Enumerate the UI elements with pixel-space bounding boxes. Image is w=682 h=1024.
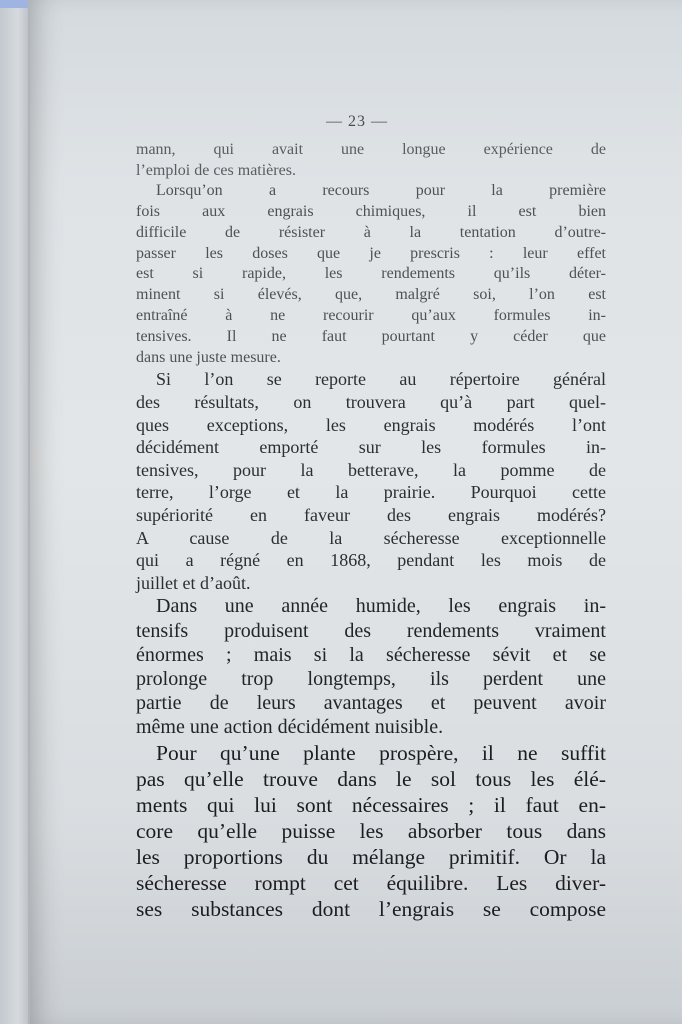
- text-line: énormes ; mais si la sécheresse sévit et se: [136, 643, 606, 666]
- text-line: minent si élevés, que, malgré soi, l’on est: [136, 286, 606, 304]
- body-text: [136, 140, 606, 922]
- text-line: pas qu’elle trouve dans le sol tous les élé-: [136, 766, 606, 791]
- paragraph-3: [136, 368, 606, 594]
- text-line: décidément emporté sur les formules in-: [136, 437, 606, 458]
- text-line: les proportions du mélange primitif. Or la: [136, 844, 606, 869]
- text-line: Pour qu’une plante prospère, il ne suffit: [156, 740, 606, 765]
- page-number: — 23 —: [326, 113, 388, 130]
- text-line: Si l’on se reporte au répertoire général: [156, 369, 606, 390]
- bookmark-tab: [0, 0, 30, 8]
- paragraph-4: [136, 594, 606, 739]
- text-line: tensives. Il ne faut pourtant y céder que: [136, 327, 606, 345]
- text-line: ques exceptions, les engrais modérés l’ont: [136, 414, 606, 435]
- text-line: des résultats, on trouvera qu’à part quel-: [136, 391, 606, 412]
- text-line: Dans une année humide, les engrais in-: [156, 595, 606, 618]
- paragraph-2: [136, 181, 606, 368]
- text-line: supériorité en faveur des engrais modérés?: [136, 504, 606, 525]
- paragraph-5: [136, 740, 606, 922]
- text-line: sécheresse rompt cet équilibre. Les diver-: [136, 870, 606, 895]
- text-line: tensifs produisent des rendements vraiment: [136, 619, 606, 642]
- text-line: entraîné à ne recourir qu’aux formules in-: [136, 306, 606, 324]
- text-line: fois aux engrais chimiques, il est bien: [136, 202, 606, 220]
- text-line: ments qui lui sont nécessaires ; il faut en-: [136, 792, 606, 817]
- adjacent-page-edge: [0, 0, 30, 1024]
- text-line: l’emploi de ces matières.: [136, 161, 296, 179]
- text-line: qui a régné en 1868, pendant les mois de: [136, 550, 606, 571]
- text-line: ses substances dont l’engrais se compose: [136, 896, 606, 921]
- text-line: A cause de la sécheresse exceptionnelle: [136, 527, 606, 548]
- text-line: tensives, pour la betterave, la pomme de: [136, 459, 606, 480]
- text-line: Lorsqu’on a recours pour la première: [156, 182, 606, 200]
- text-line: même une action décidément nuisible.: [136, 716, 444, 739]
- text-line: juillet et d’août.: [136, 572, 251, 593]
- text-line: partie de leurs avantages et peuvent avoir: [136, 692, 606, 715]
- text-line: est si rapide, les rendements qu’ils déter-: [136, 265, 606, 283]
- text-line: dans une juste mesure.: [136, 348, 281, 366]
- text-line: terre, l’orge et la prairie. Pourquoi cette: [136, 482, 606, 503]
- text-line: core qu’elle puisse les absorber tous dans: [136, 818, 606, 843]
- text-line: passer les doses que je prescris : leur effet: [136, 244, 606, 262]
- text-line: mann, qui avait une longue expérience de: [136, 141, 606, 158]
- text-line: difficile de résister à la tentation d’outre-: [136, 223, 606, 241]
- text-line: prolonge trop longtemps, ils perdent une: [136, 667, 606, 690]
- paragraph-1: [136, 140, 606, 181]
- book-page: [28, 0, 682, 1024]
